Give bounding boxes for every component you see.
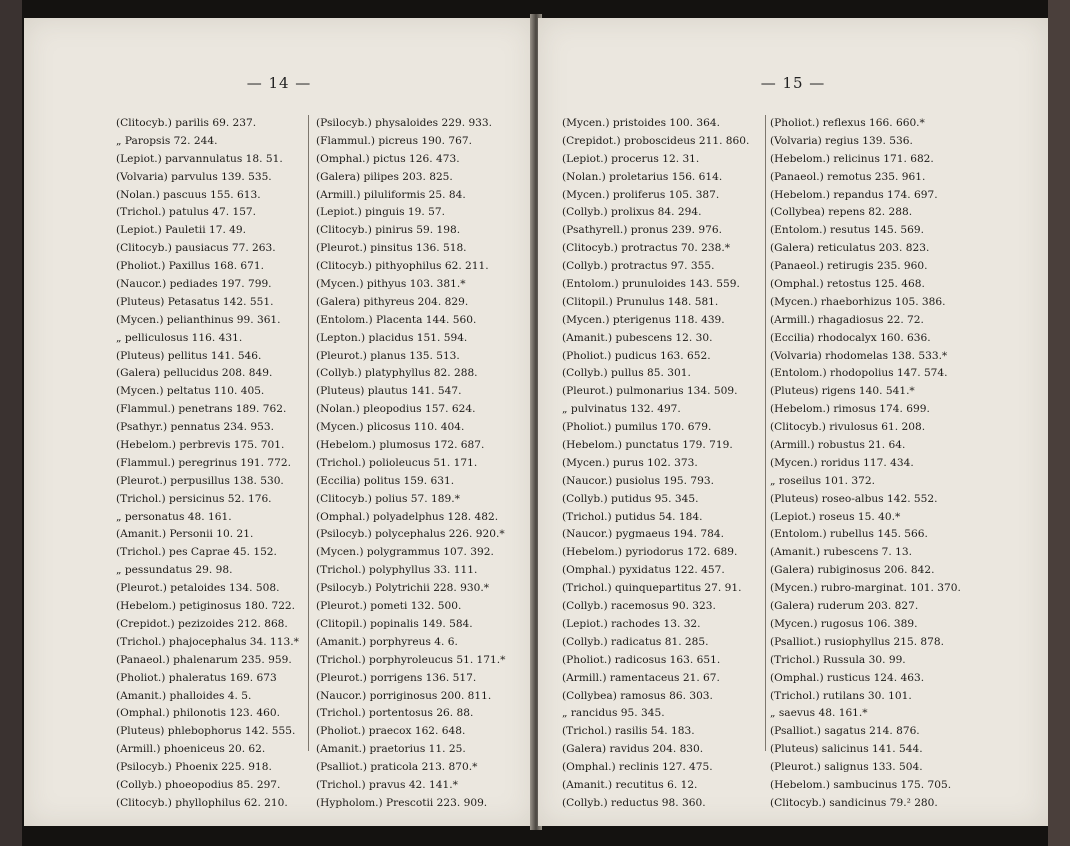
index-entry: (Nolan.) pascuus 155. 613. <box>116 188 261 201</box>
index-entry: „ rancidus 95. 345. <box>562 707 665 720</box>
index-entry: (Lepiot.) procerus 12. 31. <box>562 152 700 165</box>
index-entry: (Collyb.) prolixus 84. 294. <box>562 206 702 219</box>
index-entry: (Amanit.) porphyreus 4. 6. <box>316 635 458 648</box>
index-entry: (Amanit.) recutitus 6. 12. <box>562 778 698 791</box>
index-entry: (Lepiot.) Pauletii 17. 49. <box>116 224 247 237</box>
index-entry: (Hebelom.) pyriodorus 172. 689. <box>562 546 738 559</box>
index-entry: (Galera) ruderum 203. 827. <box>770 600 919 613</box>
index-entry: (Psilocyb.) physaloides 229. 933. <box>316 117 493 129</box>
index-entry: (Amanit.) pubescens 12. 30. <box>562 331 713 344</box>
index-entry: (Galera) reticulatus 203. 823. <box>770 242 930 255</box>
index-entry: (Trichol.) persicinus 52. 176. <box>116 492 272 505</box>
index-entry: (Nolan.) pleopodius 157. 624. <box>316 403 476 416</box>
page-number: — 15 — <box>760 74 826 92</box>
index-entry: (Mycen.) pterigenus 118. 439. <box>562 313 725 326</box>
index-entry: (Trichol.) Russula 30. 99. <box>770 653 906 666</box>
index-entry: (Pleurot.) salignus 133. 504. <box>770 761 923 774</box>
index-entry: (Flammul.) peregrinus 191. 772. <box>116 456 291 469</box>
index-entry: (Mycen.) rhaeborhizus 105. 386. <box>770 295 946 308</box>
index-entry: (Galera) pilipes 203. 825. <box>316 170 453 183</box>
index-entry: (Pluteus) roseo-albus 142. 552. <box>770 492 938 505</box>
index-entry: (Trichol.) porphyroleucus 51. 171.* <box>316 653 506 666</box>
index-entry: (Collybea) ramosus 86. 303. <box>562 689 713 702</box>
index-entry: (Lepton.) placidus 151. 594. <box>316 331 468 344</box>
index-entry: (Amanit.) rubescens 7. 13. <box>770 546 913 559</box>
index-entry: (Pluteus) plautus 141. 547. <box>316 385 462 398</box>
index-entry: „ pulvinatus 132. 497. <box>562 403 681 416</box>
index-entry: (Trichol.) phajocephalus 34. 113.* <box>116 635 299 648</box>
index-entry: (Galera) rubiginosus 206. 842. <box>770 564 935 577</box>
index-entry: (Volvaria) rhodomelas 138. 533.* <box>770 349 948 362</box>
index-entry: (Panaeol.) remotus 235. 961. <box>770 170 926 183</box>
index-entry: (Pholiot.) praecox 162. 648. <box>316 725 466 738</box>
index-entry: (Mycen.) proliferus 105. 387. <box>562 188 720 201</box>
index-entry: (Pleurot.) petaloides 134. 508. <box>116 582 280 595</box>
index-column <box>316 115 516 813</box>
index-entry: (Armill.) robustus 21. 64. <box>770 439 906 452</box>
index-entry: (Mycen.) roridus 117. 434. <box>770 456 914 469</box>
index-column <box>116 115 321 813</box>
book-cover-left <box>0 0 22 846</box>
index-entry: „ personatus 48. 161. <box>116 510 232 523</box>
index-entry: (Entolom.) Placenta 144. 560. <box>316 313 477 326</box>
index-entry: (Trichol.) polyphyllus 33. 111. <box>316 564 478 577</box>
index-entry: (Collyb.) protractus 97. 355. <box>562 260 715 273</box>
index-entry: (Collyb.) pullus 85. 301. <box>562 367 691 380</box>
index-entry: (Mycen.) pelianthinus 99. 361. <box>116 313 281 326</box>
index-entry: (Mycen.) pristoides 100. 364. <box>562 117 720 129</box>
index-entry: „ Paropsis 72. 244. <box>116 134 218 147</box>
index-entry: (Galera) ravidus 204. 830. <box>562 743 704 756</box>
index-entry: (Omphal.) rusticus 124. 463. <box>770 671 925 684</box>
index-entry: (Mycen.) polygrammus 107. 392. <box>316 546 494 559</box>
index-entry: (Amanit.) Personii 10. 21. <box>116 528 254 541</box>
index-entry: (Armill.) ramentaceus 21. 67. <box>562 671 720 684</box>
index-entry: „ pessundatus 29. 98. <box>116 564 233 577</box>
index-entry: (Pluteus) Petasatus 142. 551. <box>116 295 274 308</box>
index-entry: (Armill.) phoeniceus 20. 62. <box>116 743 266 756</box>
index-entry: (Armill.) piluliformis 25. 84. <box>316 188 466 201</box>
index-entry: (Hebelom.) perbrevis 175. 701. <box>116 439 285 452</box>
index-entry: (Mycen.) rugosus 106. 389. <box>770 617 918 630</box>
index-entry: (Hebelom.) rimosus 174. 699. <box>770 403 930 416</box>
index-entry: (Psilocyb.) Phoenix 225. 918. <box>116 761 272 774</box>
index-entry: (Galera) pellucidus 208. 849. <box>116 367 273 380</box>
index-entry: (Pleurot.) pinsitus 136. 518. <box>316 242 467 255</box>
index-entry: (Omphal.) philonotis 123. 460. <box>116 707 280 720</box>
index-entry: (Pholiot.) pumilus 170. 679. <box>562 421 712 434</box>
index-entry: (Pholiot.) radicosus 163. 651. <box>562 653 721 666</box>
index-entry: (Hebelom.) repandus 174. 697. <box>770 188 938 201</box>
index-entry: (Entolom.) rubellus 145. 566. <box>770 528 928 541</box>
index-entry: (Hebelom.) relicinus 171. 682. <box>770 152 934 165</box>
index-entry: (Omphal.) retostus 125. 468. <box>770 278 925 291</box>
index-entry: (Psalliot.) praticola 213. 870.* <box>316 761 478 774</box>
index-entry: (Trichol.) pes Caprae 45. 152. <box>116 546 277 559</box>
index-entry: (Omphal.) pyxidatus 122. 457. <box>562 564 725 577</box>
index-entry: (Pleurot.) perpusillus 138. 530. <box>116 474 284 487</box>
index-entry: (Entolom.) resutus 145. 569. <box>770 224 925 237</box>
index-entry: (Panaeol.) phalenarum 235. 959. <box>116 653 292 666</box>
index-entry: (Trichol.) pravus 42. 141.* <box>316 778 458 791</box>
index-entry: (Trichol.) portentosus 26. 88. <box>316 707 474 720</box>
index-entry: (Collyb.) platyphyllus 82. 288. <box>316 367 478 380</box>
index-entry: (Naucor.) pygmaeus 194. 784. <box>562 528 724 541</box>
index-entry: (Pluteus) rigens 140. 541.* <box>770 385 915 398</box>
column-divider <box>765 115 766 751</box>
index-entry: (Collyb.) racemosus 90. 323. <box>562 600 716 613</box>
index-column <box>562 115 767 813</box>
index-entry: (Omphal.) polyadelphus 128. 482. <box>316 510 499 523</box>
index-entry: (Psalliot.) sagatus 214. 876. <box>770 725 920 738</box>
index-entry: „ saevus 48. 161.* <box>770 707 868 720</box>
index-entry: (Collyb.) radicatus 81. 285. <box>562 635 709 648</box>
index-entry: (Clitocyb.) protractus 70. 238.* <box>562 242 730 255</box>
index-entry: (Mycen.) pithyus 103. 381.* <box>316 278 466 291</box>
index-entry: (Naucor.) pusiolus 195. 793. <box>562 474 714 487</box>
left-page <box>24 18 534 826</box>
index-entry: (Clitocyb.) polius 57. 189.* <box>316 492 460 505</box>
index-entry: (Clitocyb.) pithyophilus 62. 211. <box>316 260 489 273</box>
index-entry: (Collyb.) phoeopodius 85. 297. <box>116 778 281 791</box>
book-cover-right <box>1048 0 1070 846</box>
index-entry: (Psathyrell.) pronus 239. 976. <box>562 224 722 237</box>
index-entry: (Psilocyb.) polycephalus 226. 920.* <box>316 528 505 541</box>
index-entry: (Pholiot.) phaleratus 169. 673 <box>116 671 277 684</box>
index-entry: (Flammul.) picreus 190. 767. <box>316 134 472 147</box>
index-entry: (Clitocyb.) pausiacus 77. 263. <box>116 242 276 255</box>
index-entry: (Pholiot.) reflexus 166. 660.* <box>770 117 925 129</box>
index-entry: (Naucor.) pediades 197. 799. <box>116 278 272 291</box>
index-entry: (Hebelom.) plumosus 172. 687. <box>316 439 485 452</box>
index-entry: (Omphal.) reclinis 127. 475. <box>562 761 713 774</box>
index-column <box>770 115 975 813</box>
index-entry: (Pluteus) phlebophorus 142. 555. <box>116 725 296 738</box>
index-entry: (Eccilia) politus 159. 631. <box>316 474 455 487</box>
index-entry: (Clitocyb.) sandicinus 79.² 280. <box>770 796 938 809</box>
column-divider <box>308 115 309 751</box>
index-entry: (Clitopil.) Prunulus 148. 581. <box>562 295 719 308</box>
index-entry: (Pleurot.) porrigens 136. 517. <box>316 671 477 684</box>
index-entry: (Mycen.) rubro-marginat. 101. 370. <box>770 582 961 595</box>
index-entry: „ pelliculosus 116. 431. <box>116 331 243 344</box>
page-number: — 14 — <box>246 74 312 92</box>
index-entry: (Lepiot.) parvannulatus 18. 51. <box>116 152 283 165</box>
index-entry: (Hypholom.) Prescotii 223. 909. <box>316 796 488 809</box>
index-entry: (Pleurot.) planus 135. 513. <box>316 349 460 362</box>
index-entry: (Galera) pithyreus 204. 829. <box>316 295 469 308</box>
index-entry: (Trichol.) rutilans 30. 101. <box>770 689 912 702</box>
index-entry: (Clitopil.) popinalis 149. 584. <box>316 617 473 630</box>
index-entry: (Collyb.) reductus 98. 360. <box>562 796 706 809</box>
index-entry: (Pleurot.) pometi 132. 500. <box>316 600 462 613</box>
index-entry: (Hebelom.) punctatus 179. 719. <box>562 439 733 452</box>
index-entry: (Mycen.) peltatus 110. 405. <box>116 385 265 398</box>
index-entry: (Pluteus) pellitus 141. 546. <box>116 349 262 362</box>
index-entry: (Clitocyb.) parilis 69. 237. <box>116 117 257 129</box>
index-entry: (Trichol.) patulus 47. 157. <box>116 206 257 219</box>
index-entry: (Flammul.) penetrans 189. 762. <box>116 403 287 416</box>
index-entry: (Hebelom.) sambucinus 175. 705. <box>770 778 952 791</box>
index-entry: (Crepidot.) pezizoides 212. 868. <box>116 617 288 630</box>
index-entry: (Nolan.) proletarius 156. 614. <box>562 170 723 183</box>
index-entry: (Entolom.) rhodopolius 147. 574. <box>770 367 948 380</box>
index-entry: (Amanit.) phalloides 4. 5. <box>116 689 252 702</box>
index-entry: (Pholiot.) Paxillus 168. 671. <box>116 260 265 273</box>
index-entry: (Trichol.) quinquepartitus 27. 91. <box>562 582 742 595</box>
index-entry: (Lepiot.) pinguis 19. 57. <box>316 206 445 219</box>
index-entry: (Psathyr.) pennatus 234. 953. <box>116 421 275 434</box>
index-entry: (Psilocyb.) Polytrichii 228. 930.* <box>316 582 490 595</box>
index-entry: (Pholiot.) pudicus 163. 652. <box>562 349 711 362</box>
index-entry: (Volvaria) parvulus 139. 535. <box>116 170 272 183</box>
index-entry: (Lepiot.) rachodes 13. 32. <box>562 617 701 630</box>
index-entry: (Mycen.) purus 102. 373. <box>562 456 698 469</box>
index-entry: (Psalliot.) rusiophyllus 215. 878. <box>770 635 945 648</box>
index-entry: (Pleurot.) pulmonarius 134. 509. <box>562 385 738 398</box>
index-entry: (Collyb.) putidus 95. 345. <box>562 492 699 505</box>
index-entry: (Clitocyb.) phyllophilus 62. 210. <box>116 796 288 809</box>
index-entry: (Volvaria) regius 139. 536. <box>770 134 913 147</box>
index-entry: (Panaeol.) retirugis 235. 960. <box>770 260 928 273</box>
index-entry: (Collybea) repens 82. 288. <box>770 206 913 219</box>
index-entry: (Eccilia) rhodocalyx 160. 636. <box>770 331 931 344</box>
index-entry: (Armill.) rhagadiosus 22. 72. <box>770 313 924 326</box>
index-entry: (Omphal.) pictus 126. 473. <box>316 152 460 165</box>
index-entry: (Mycen.) plicosus 110. 404. <box>316 421 465 434</box>
index-entry: (Naucor.) porriginosus 200. 811. <box>316 689 492 702</box>
index-entry: (Entolom.) prunuloides 143. 559. <box>562 278 740 291</box>
index-entry: (Hebelom.) petiginosus 180. 722. <box>116 600 296 613</box>
index-entry: (Lepiot.) roseus 15. 40.* <box>770 510 901 523</box>
index-entry: (Trichol.) putidus 54. 184. <box>562 510 703 523</box>
index-entry: (Trichol.) polioleucus 51. 171. <box>316 456 478 469</box>
index-entry: (Amanit.) praetorius 11. 25. <box>316 743 466 756</box>
index-entry: (Pluteus) salicinus 141. 544. <box>770 743 923 756</box>
index-entry: (Crepidot.) proboscideus 211. 860. <box>562 134 750 147</box>
index-entry: „ roseilus 101. 372. <box>770 474 875 487</box>
index-entry: (Clitocyb.) pinirus 59. 198. <box>316 224 461 237</box>
right-page <box>538 18 1048 826</box>
index-entry: (Trichol.) rasilis 54. 183. <box>562 725 695 738</box>
index-entry: (Clitocyb.) rivulosus 61. 208. <box>770 421 926 434</box>
